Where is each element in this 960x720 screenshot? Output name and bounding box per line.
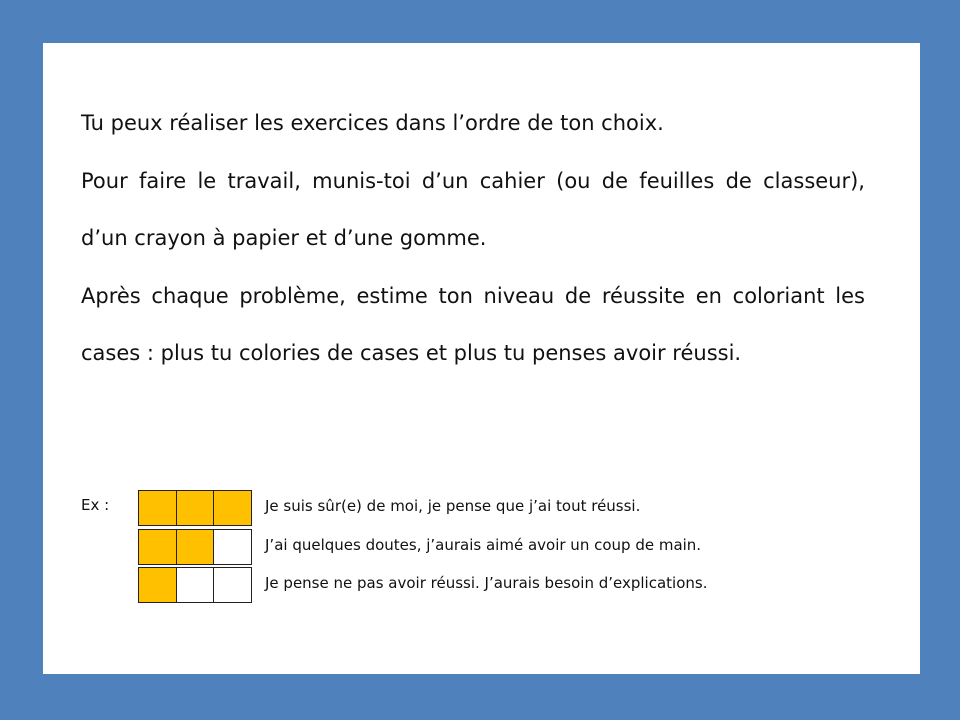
rating-boxes	[138, 567, 252, 603]
rating-box-filled	[177, 530, 215, 564]
example-label: Ex :	[81, 496, 110, 514]
rating-box-filled	[139, 568, 177, 602]
rating-box-filled	[177, 491, 215, 525]
rating-box-filled	[139, 530, 177, 564]
instruction-self-assessment: Après chaque problème, estime ton niveau de réussite en coloriant les cases : plus tu colories de cases et plus tu penses avoir réussi.	[81, 283, 865, 365]
rating-box-filled	[139, 491, 177, 525]
rating-boxes	[138, 490, 252, 526]
rating-description: Je pense ne pas avoir réussi. J’aurais besoin d’explications.	[265, 574, 708, 592]
instruction-materials: Pour faire le travail, munis-toi d’un cahier (ou de feuilles de classeur), d’un crayon à papier et d’une gomme.	[81, 168, 865, 250]
rating-box-empty	[214, 530, 251, 564]
rating-boxes	[138, 529, 252, 565]
rating-box-empty	[177, 568, 215, 602]
slide-page	[43, 43, 920, 674]
instructions-text	[81, 95, 865, 383]
rating-description: Je suis sûr(e) de moi, je pense que j’ai tout réussi.	[265, 497, 641, 515]
instruction-order: Tu peux réaliser les exercices dans l’ordre de ton choix.	[81, 111, 664, 135]
rating-box-filled	[214, 491, 251, 525]
rating-description: J’ai quelques doutes, j’aurais aimé avoir un coup de main.	[265, 536, 702, 554]
rating-box-empty	[214, 568, 251, 602]
